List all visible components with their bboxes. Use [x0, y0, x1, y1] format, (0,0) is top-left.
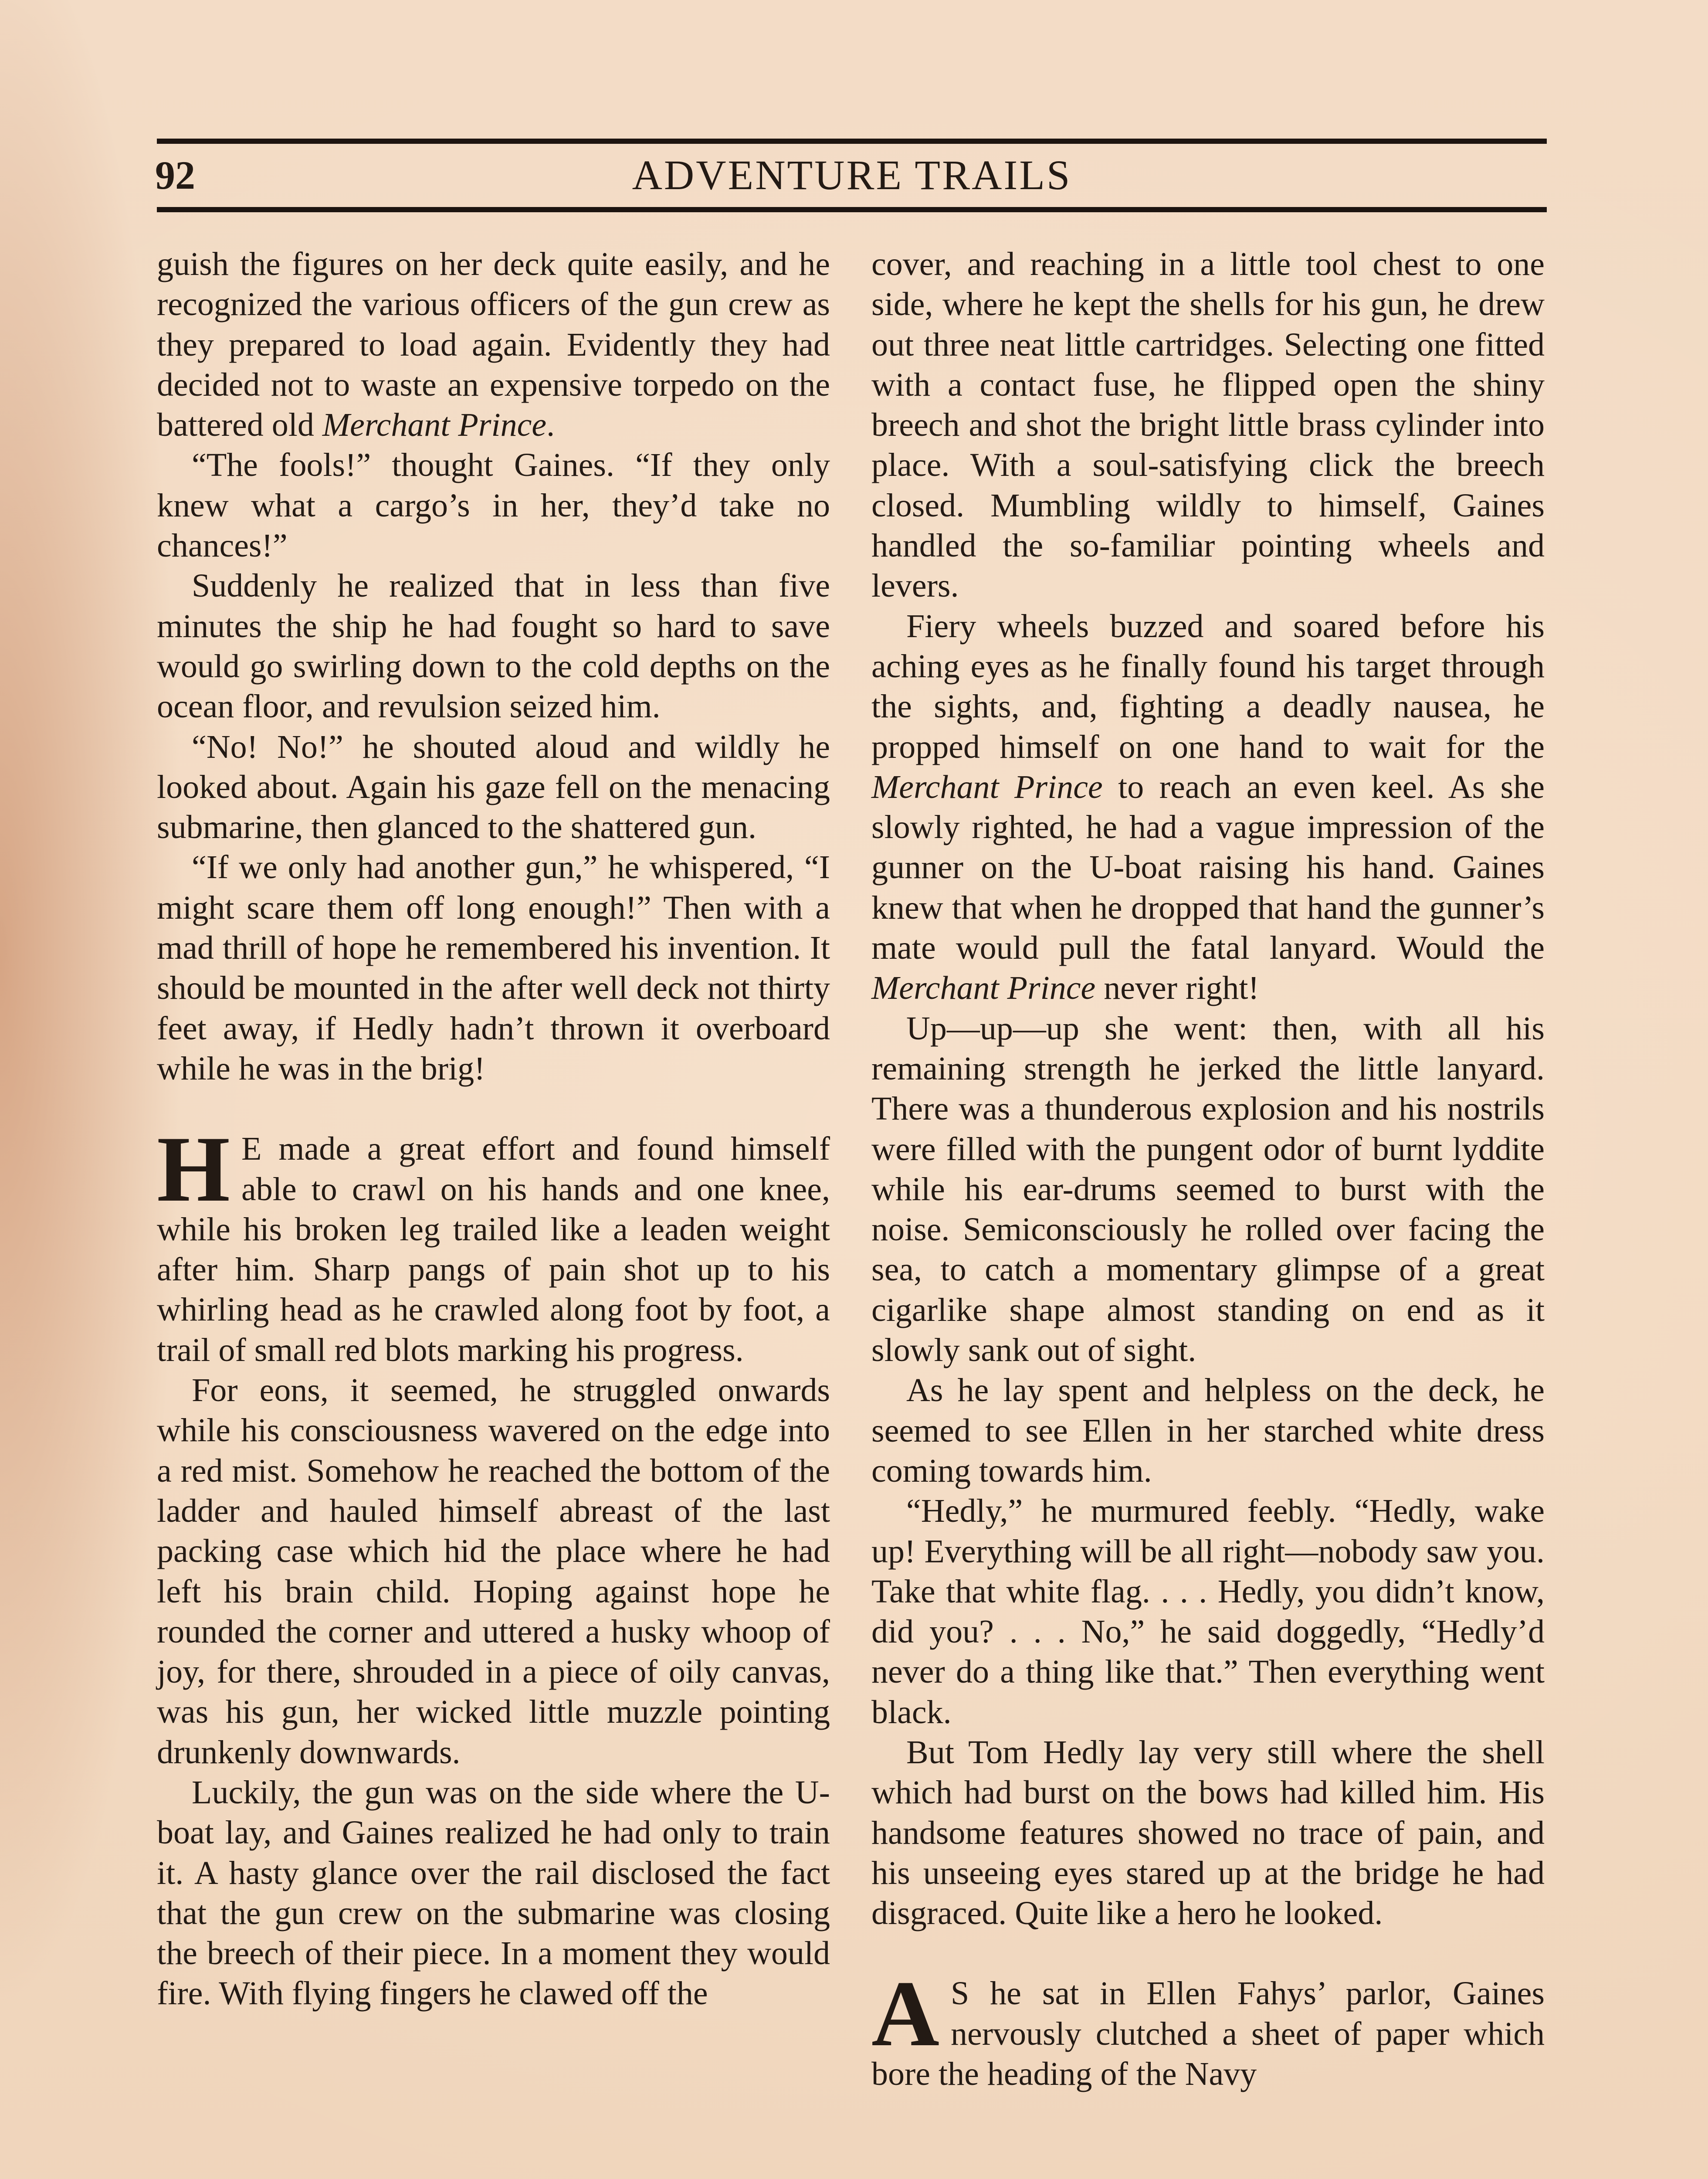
page-number: 92: [155, 153, 195, 197]
right-column: [871, 244, 1545, 2179]
paragraph: Suddenly he realized that in less than five minutes the ship he had fought so hard to save would go swirling down to the cold depths on the ocean floor, and revulsion seized him.: [157, 567, 830, 725]
paragraph: “No! No!” he shouted aloud and wildly he looked about. Again his gaze fell on the menacing submarine, then glanced to the shattered gun.: [157, 728, 830, 846]
paragraph: guish the figures on her deck quite easily, and he recognized the various officers of the gun crew as they prepared to load again. Evidently they had decided not to waste an expensive torpedo on the battered old Merchant Prince.: [157, 246, 830, 444]
section-break: [871, 1933, 1545, 1973]
paragraph: cover, and reaching in a little tool chest to one side, where he kept the shells for his gun, he drew out three neat little cartridges. Selecting one fitted with a contact fuse, he flipped open the shiny breech and shot the bright little brass cylinder into place. With a soul-satisfying click the breech closed. Mumbling wildly to himself, Gaines handled the so-familiar pointing wheels and levers.: [871, 246, 1545, 604]
paragraph: Fiery wheels buzzed and soared before his aching eyes as he finally found his target through the sights, and, fighting a deadly nausea, he propped himself on one hand to wait for the Merchant Prince to reach an even keel. As she slowly righted, he had a vague impression of the gunner on the U-boat raising his hand. Gaines knew that when he dropped that hand the gunner’s mate would pull the fatal lanyard. Would the Merchant Prince never right!: [871, 608, 1545, 1007]
paragraph: But Tom Hedly lay very still where the shell which had burst on the bows had killed him. His handsome features showed no trace of pain, and his unseeing eyes stared up at the bridge he had disgraced. Quite like a hero he looked.: [871, 1734, 1545, 1932]
drop-cap: H: [157, 1117, 230, 1222]
paragraph: As he lay spent and helpless on the deck, he seemed to see Ellen in her starched white dress coming towards him.: [871, 1372, 1545, 1489]
drop-cap: A: [871, 1962, 939, 2066]
paragraph: Up—up—up she went: then, with all his remaining strength he jerked the little lanyard. There was a thunderous explosion and his nostrils were filled with the pungent odor of burnt lyddite while his ear-drums seemed to burst with the noise. Semiconsciously he rolled over facing the sea, to catch a momentary glimpse of a great cigarlike shape almost standing on end as it slowly sank out of sight.: [871, 1010, 1545, 1369]
paragraph: Luckily, the gun was on the side where the U-boat lay, and Gaines realized he had only to train it. A hasty glance over the rail disclosed the fact that the gun crew on the submarine was closing the breech of their piece. In a moment they would fire. With flying fingers he clawed off the: [157, 1774, 830, 2012]
paragraph: “Hedly,” he murmured feebly. “Hedly, wake up! Everything will be all right—nobody saw you. Take that white flag. . . . Hedly, you didn’t know, did you? . . . No,” he said doggedly, “Hedly’d never do a thing like that.” Then everything went black.: [871, 1493, 1545, 1731]
paragraph: “The fools!” thought Gaines. “If they only knew what a cargo’s in her, they’d take no chances!”: [157, 447, 830, 564]
paragraph: For eons, it seemed, he struggled onwards while his consciousness wavered on the edge into a red mist. Somehow he reached the bottom of the ladder and hauled himself abreast of the last packing case which hid the place where he had left his brain child. Hoping against hope he rounded the corner and uttered a husky whoop of joy, for there, shrouded in a piece of oily canvas, was his gun, her wicked little muzzle pointing drunkenly downwards.: [157, 1372, 830, 1771]
paragraph: H E made a great effort and found himself able to crawl on his hands and one knee, while his broken leg trailed like a leaden weight after him. Sharp pangs of pain shot up to his whirling head as he crawled along foot by foot, a trail of small red blots marking his progress.: [157, 1117, 830, 1368]
left-column: [157, 244, 830, 2179]
paragraph: “If we only had another gun,” he whispered, “I might scare them off long enough!” Then with a mad thrill of hope he remembered his invention. It should be mounted in the after well deck not thirty feet away, if Hedly hadn’t thrown it overboard while he was in the brig!: [157, 849, 830, 1087]
header-rule-bottom: [157, 207, 1547, 212]
header-rule-top: [157, 139, 1547, 144]
section-break: [157, 1089, 830, 1129]
running-head: ADVENTURE TRAILS: [632, 152, 1072, 198]
paragraph: A S he sat in Ellen Fahys’ parlor, Gaines nervously clutched a sheet of paper which bore the heading of the Navy: [871, 1962, 1545, 2093]
